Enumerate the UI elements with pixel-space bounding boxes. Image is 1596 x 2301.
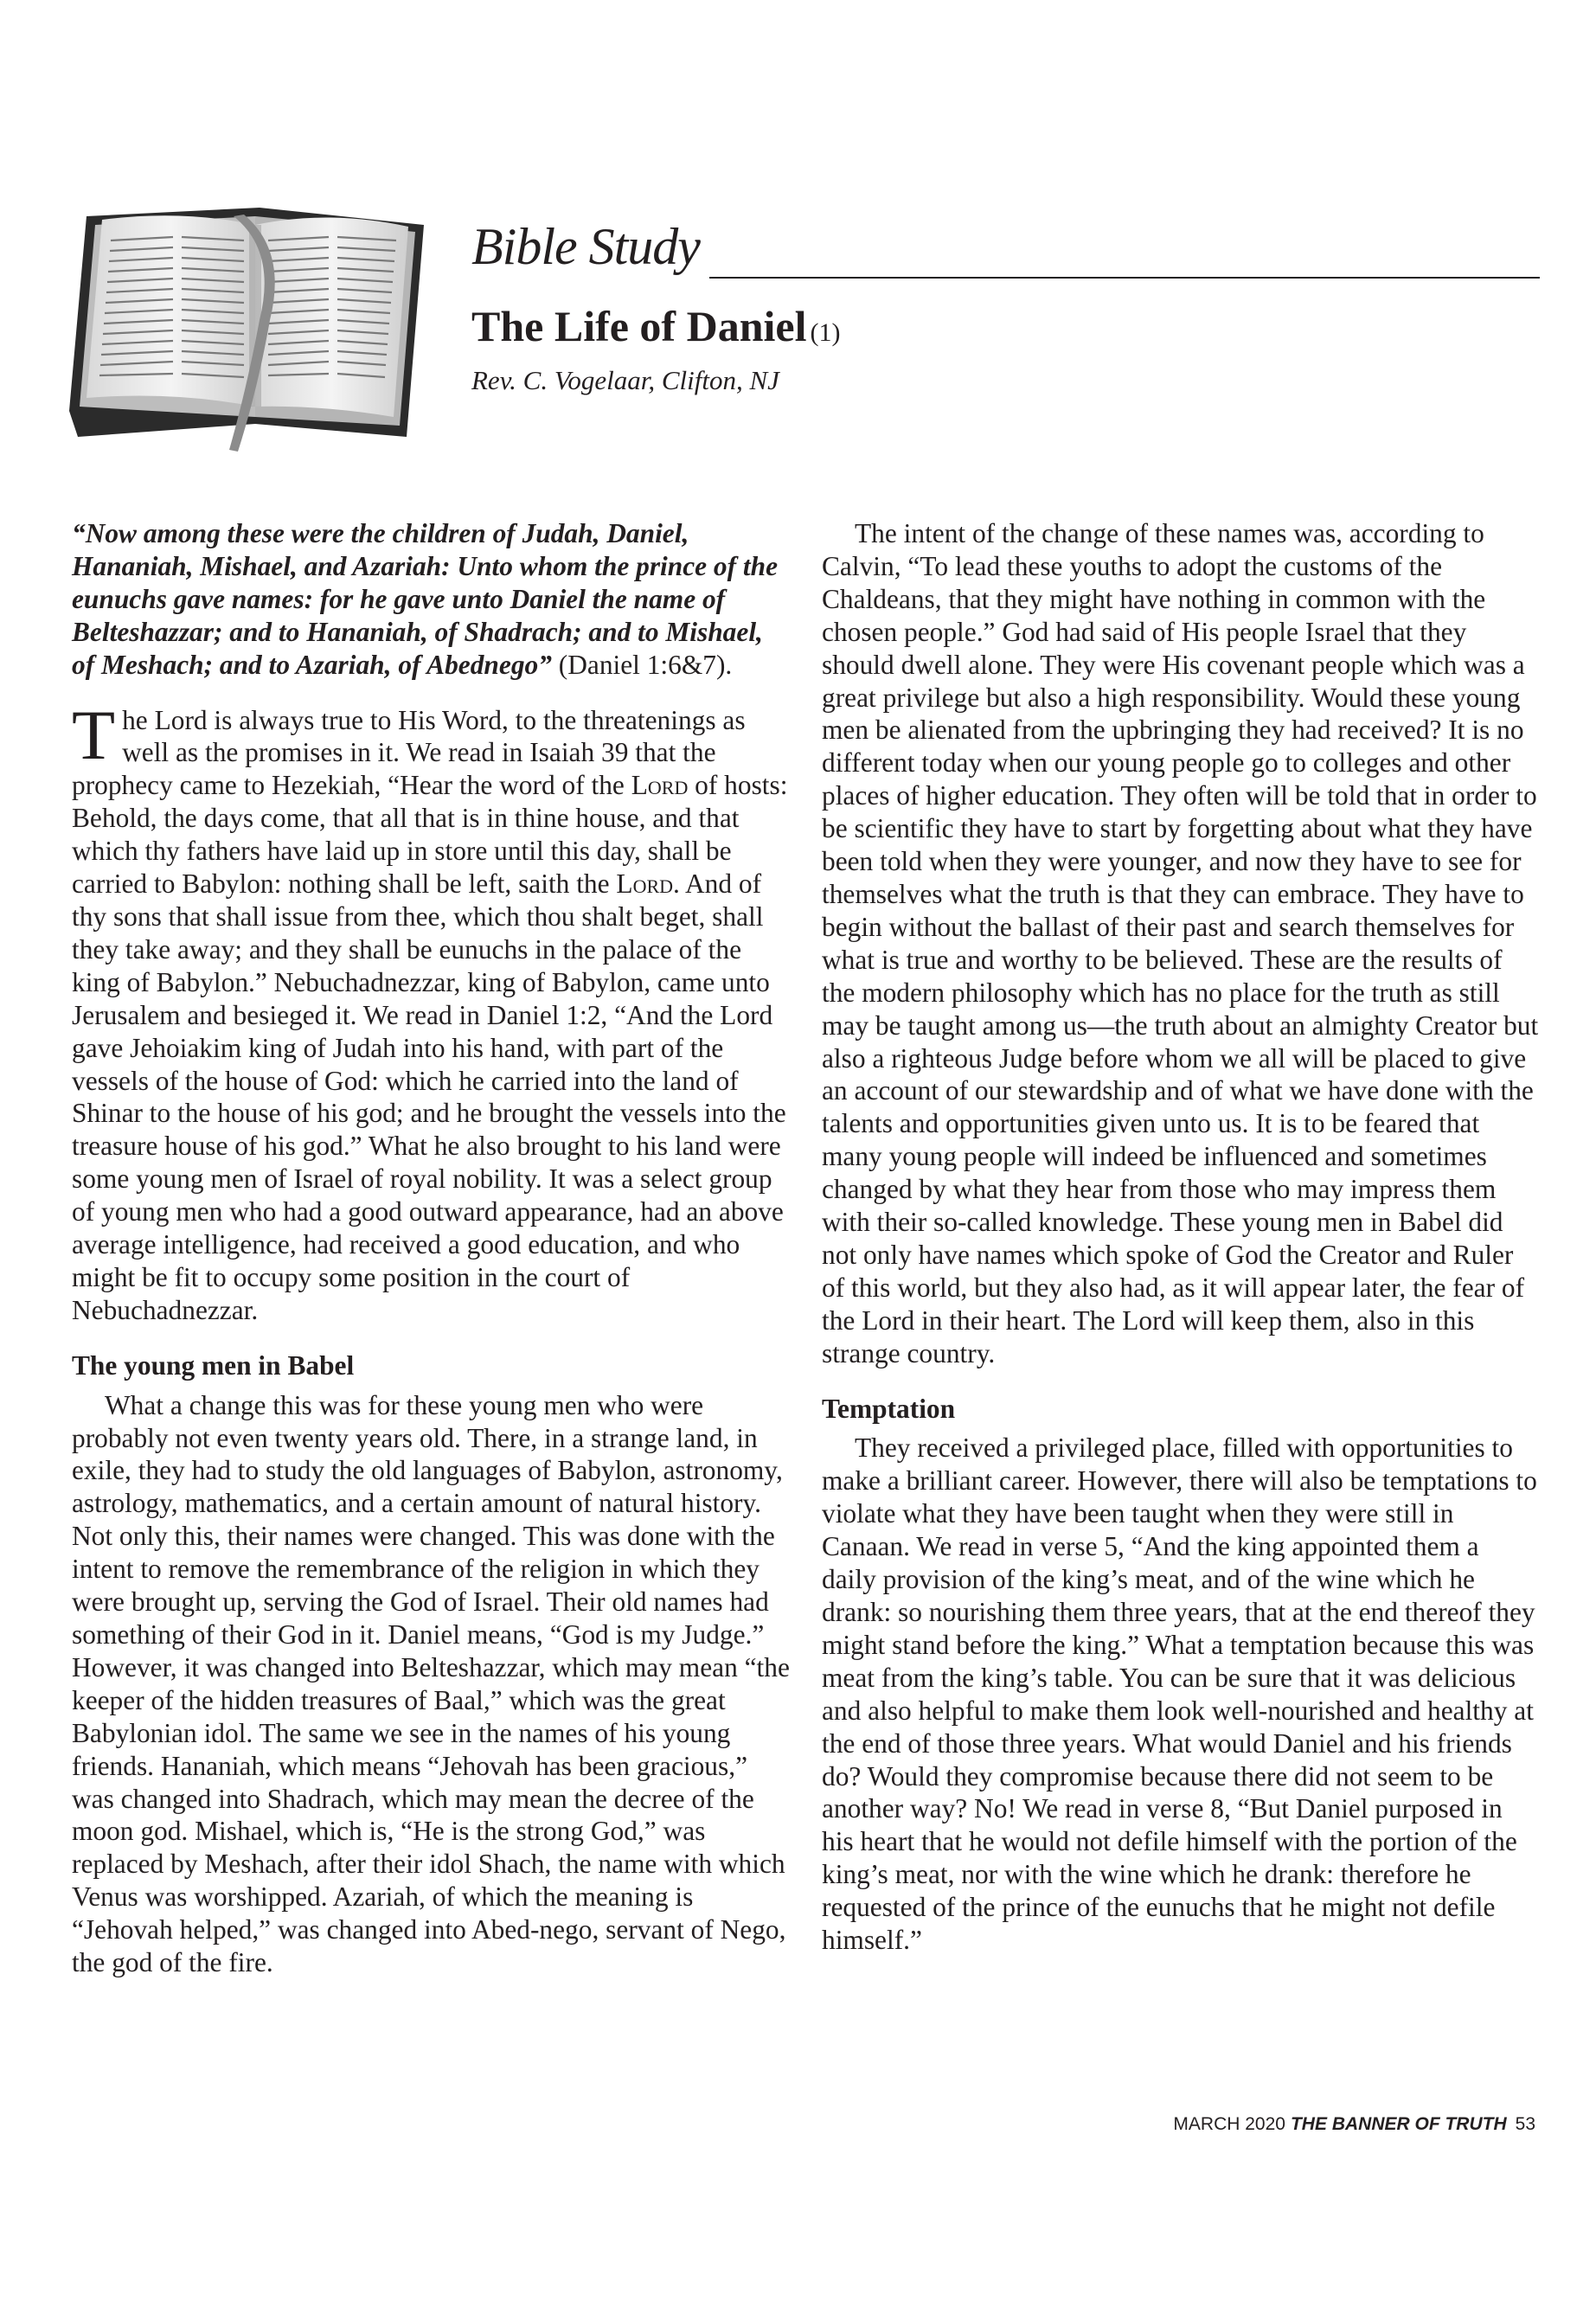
lord-smallcaps: Lord [631, 770, 689, 801]
section-title: Bible Study [471, 218, 700, 275]
body-paragraph: What a change this was for these young men who were probably not even twenty years old. There, in a strange land, in exile, they had to study the old languages of Babylon, astronomy, astrology, mathematics, and a certain amount of natural history. Not only this, their names were changed. This was done with the intent to remove the remembrance of the religion in which they were brought up, serving the God of Israel. Their old names had something of their God in it. Daniel means, “God is my Judge.” However, it was changed into Belteshazzar, which may mean “the keeper of the hidden treasures of Baal,” which was the great Babylonian idol. The same we see in the names of his young friends. Hananiah, which means “Jehovah has been gracious,” was changed into Shadrach, which may mean the decree of the moon god. Mishael, which is, “He is the strong God,” was replaced by Meshach, after their idol Shach, the name with which Venus was worshipped. Azariah, of which the meaning is “Jehovah helped,” was changed into Abed-nego, servant of Nego, the god of the fire. [72, 1389, 790, 1978]
epigraph [72, 517, 790, 682]
subheading-young-men: The young men in Babel [72, 1349, 355, 1381]
epigraph-quote: “Now among these were the children of Judah, Daniel, Hananiah, Mishael, and Azariah: Unto whom the prince of the eunuchs gave names: for he gave unto Daniel the name of Belteshazzar; and to Hananiah, of Shadrach; and to Mishael, of Meshach; and to Azariah, of Abednego” [72, 518, 779, 680]
drop-cap: T [72, 695, 116, 774]
body-paragraph: The intent of the change of these names was, according to Calvin, “To lead these youths to adopt the customs of the Chaldeans, that they might have nothing in common with the chosen people.” God had said of His people Israel that they should dwell alone. They were His covenant people which was a great privilege but also a high responsibility. Would these young men be alienated from the upbringing they had received? It is no different today when our young people go to colleges and other places of higher education. They often will be told that in order to be scientific they have to start by forgetting about what they have been told when they were younger, and now they have to see for themselves what the truth is that they can embrace. They have to begin without the ballast of their past and search themselves for what is true and worthy to be believed. These are the results of the modern philosophy which has no place for the truth as still may be taught among us—the truth about an almighty Creator but also a righteous Judge before whom we all will be placed to give an account of our stewardship and of what we have done with the talents and opportunities given unto us. It is to be feared that many young people will indeed be influenced and sometimes changed by what they hear from those who may impress them with their so-called knowledge. These young men in Babel did not only have names which spoke of God the Creator and Ruler of this world, but they also had, as it will appear later, the fear of the Lord in their heart. The Lord will keep them, also in this strange country. [822, 518, 1539, 1368]
epigraph-reference: (Daniel 1:6&7). [558, 649, 733, 680]
open-bible-icon [61, 190, 441, 467]
magazine-name: THE BANNER OF TRUTH [1290, 2114, 1507, 2134]
section-divider [709, 277, 1540, 279]
article-title-text: The Life of Daniel [471, 302, 807, 350]
intro-paragraph [72, 695, 790, 1327]
right-column [822, 517, 1540, 1957]
intro-text-c: . And of thy sons that shall issue from thee, which thou shalt beget, shall they take away; and they shall be eunuchs in the palace of the king of Babylon.” Nebuchadnezzar, king of Babylon, came unto Jerusalem and besieged it. We read in Daniel 1:2, “And the Lord gave Jehoiakim king of Judah into his hand, with part of the vessels of the house of God: which he carried into the land of Shinar to the house of his god; and he brought the vessels into the treasure house of his god.” What he also brought to his land were some young men of Israel of royal nobility. It was a select group of young men who had a good outward appearance, had an above average intelligence, had received a good education, and who might be fit to occupy some position in the court of Nebuchadnezzar. [72, 868, 786, 1325]
article-title [471, 303, 840, 350]
byline: Rev. C. Vogelaar, Clifton, NJ [471, 365, 779, 395]
subheading-temptation: Temptation [822, 1393, 956, 1424]
article-part: (1) [810, 318, 841, 347]
left-column [72, 517, 790, 1979]
page-number: 53 [1515, 2114, 1535, 2134]
issue-date: MARCH 2020 [1173, 2114, 1285, 2134]
intro-text-b: of hosts: Behold, the days come, that all that is in thine house, and that which thy fathers have laid up in store until this day, shall be carried to Babylon: nothing shall be left, saith the [72, 770, 788, 900]
body-paragraph: They received a privileged place, filled with opportunities to make a brilliant career. However, there will also be temptations to violate what they have been taught when they were still in Canaan. We read in verse 5, “And the king appointed them a daily provision of the king’s meat, and of the wine which he drank: so nourishing them three years, that at the end thereof they might stand before the king.” What a temptation because this was meat from the king’s table. You can be sure that it was delicious and also helpful to make them look well-nourished and healthy at the end of those three years. What would Daniel and his friends do? Would they compromise because there did not seem to be another way? No! We read in verse 8, “But Daniel purposed in his heart that he would not defile himself with the portion of the king’s meat, nor with the wine which he drank: therefore he requested of the prince of the eunuchs that he might not defile himself.” [822, 1433, 1537, 1956]
intro-text-a: he Lord is always true to His Word, to the threatenings as well as the promises in it. We read in Isaiah 39 that the prophecy came to Hezekiah, “Hear the word of the [72, 704, 746, 801]
lord-smallcaps: Lord [616, 868, 674, 900]
page-footer [1173, 2114, 1535, 2135]
